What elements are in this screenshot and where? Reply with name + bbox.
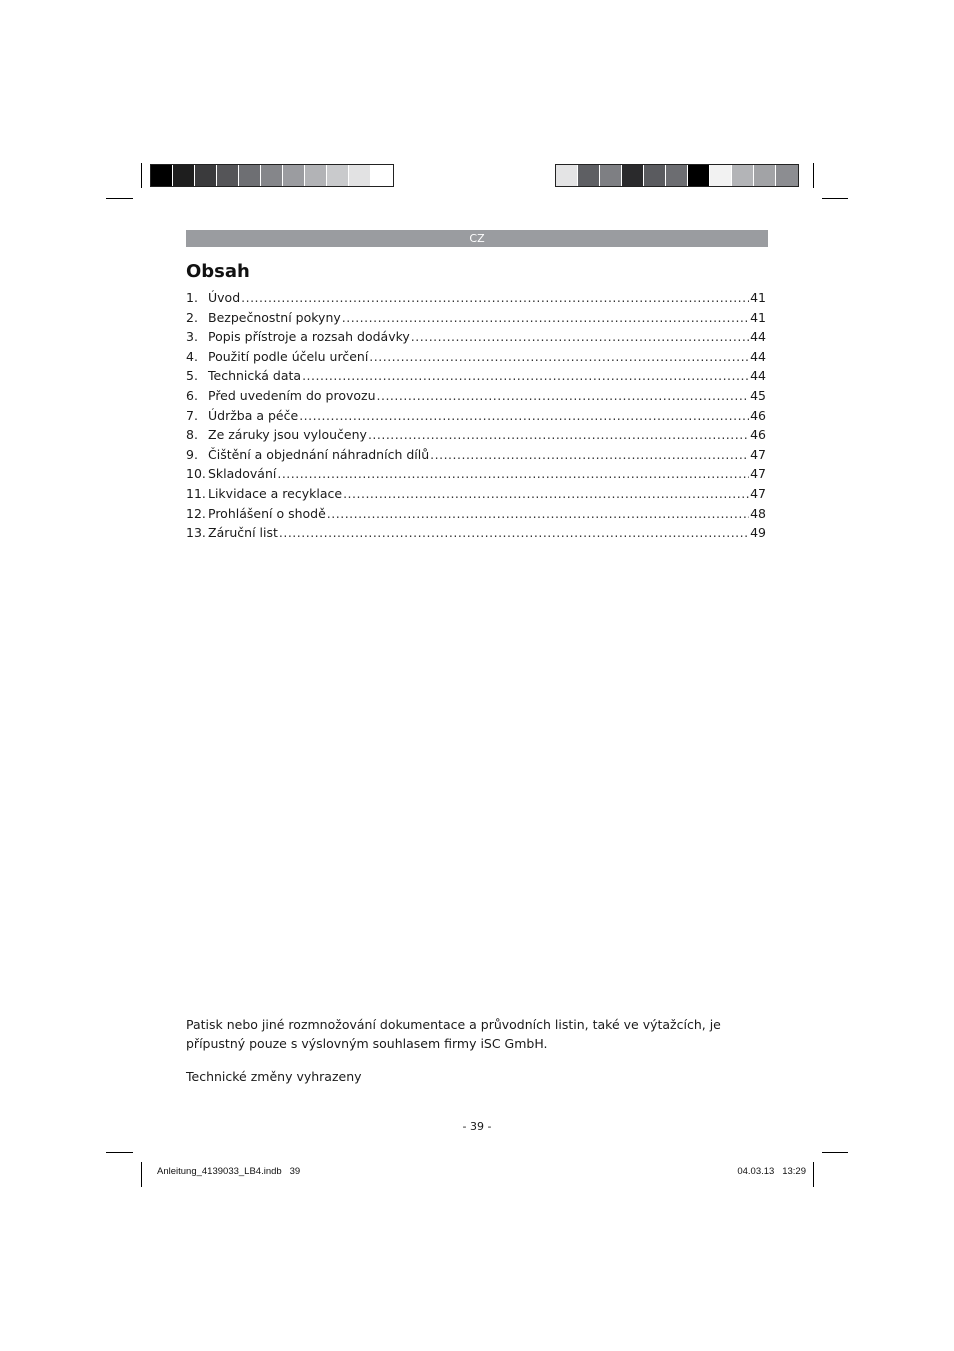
color-swatch bbox=[239, 165, 261, 186]
toc-leader-dots bbox=[299, 406, 749, 426]
toc-entry-title: Bezpečnostní pokyny bbox=[208, 309, 341, 325]
color-swatch bbox=[556, 165, 578, 186]
color-swatch bbox=[644, 165, 666, 186]
crop-mark-top-right-v bbox=[813, 163, 814, 188]
crop-mark-top-right-h bbox=[822, 198, 848, 199]
toc-entry-page: 49 bbox=[750, 525, 766, 541]
color-swatch bbox=[217, 165, 239, 186]
page-number: - 39 - bbox=[462, 1120, 492, 1133]
toc-leader-dots bbox=[411, 327, 749, 347]
color-swatch bbox=[283, 165, 305, 186]
toc-entry bbox=[186, 504, 766, 524]
color-swatch bbox=[754, 165, 776, 186]
color-swatch bbox=[666, 165, 688, 186]
color-swatch bbox=[776, 165, 798, 186]
toc-entry-page: 47 bbox=[750, 446, 766, 462]
toc-entry-number: 9. bbox=[186, 446, 198, 462]
toc-entry-page: 48 bbox=[750, 505, 766, 521]
language-bar bbox=[186, 230, 768, 247]
toc-entry-title: Záruční list bbox=[208, 525, 278, 541]
color-swatch bbox=[151, 165, 173, 186]
toc-entry-page: 44 bbox=[750, 368, 766, 384]
toc-leader-dots bbox=[369, 347, 749, 367]
color-swatch bbox=[349, 165, 371, 186]
copyright-notice: Patisk nebo jiné rozmnožování dokumentace a průvodních listin, také ve výtažcích, je přípustný pouze s výslovným souhlasem firmy iSC GmbH. bbox=[186, 1017, 721, 1051]
toc-leader-dots bbox=[343, 484, 749, 504]
toc-entry bbox=[186, 445, 766, 465]
toc-entry-title: Prohlášení o shodě bbox=[208, 505, 326, 521]
color-swatch bbox=[305, 165, 327, 186]
crop-mark-bottom-left-v bbox=[141, 1162, 142, 1187]
color-swatch bbox=[622, 165, 644, 186]
toc-entry-number: 1. bbox=[186, 290, 198, 305]
color-calibration-bar-left bbox=[150, 164, 394, 187]
crop-mark-top-left-v bbox=[141, 163, 142, 188]
toc-entry-title: Ze záruky jsou vyloučeny bbox=[208, 427, 367, 443]
toc-entry bbox=[186, 288, 766, 308]
color-swatch bbox=[173, 165, 195, 186]
toc-entry bbox=[186, 366, 766, 386]
toc-entry-number: 11. bbox=[186, 485, 206, 501]
toc-entry-number: 6. bbox=[186, 387, 198, 403]
toc-entry bbox=[186, 308, 766, 328]
toc-entry bbox=[186, 386, 766, 406]
toc-entry-number: 10. bbox=[186, 466, 206, 482]
toc-entry-title: Použití podle účelu určení bbox=[208, 348, 369, 364]
toc-leader-dots bbox=[368, 425, 749, 445]
toc-leader-dots bbox=[377, 386, 750, 406]
toc-entry-number: 13. bbox=[186, 525, 206, 541]
toc-entry-title: Skladování bbox=[208, 466, 277, 482]
toc-entry bbox=[186, 347, 766, 367]
color-swatch bbox=[710, 165, 732, 186]
color-swatch bbox=[732, 165, 754, 186]
toc-entry-page: 47 bbox=[750, 466, 766, 482]
color-swatch bbox=[327, 165, 349, 186]
toc-leader-dots bbox=[327, 504, 749, 524]
toc-entry-number: 4. bbox=[186, 348, 198, 364]
color-calibration-bar-right bbox=[555, 164, 799, 187]
toc-entry-page: 41 bbox=[750, 290, 766, 305]
page-title: Obsah bbox=[186, 261, 250, 282]
color-swatch bbox=[688, 165, 710, 186]
toc-entry-page: 44 bbox=[750, 348, 766, 364]
language-code: CZ bbox=[469, 232, 485, 245]
toc-entry bbox=[186, 484, 766, 504]
toc-entry-title: Likvidace a recyklace bbox=[208, 485, 343, 501]
toc-entry bbox=[186, 464, 766, 484]
toc-entry bbox=[186, 523, 766, 543]
toc-entry-number: 12. bbox=[186, 505, 206, 521]
toc-entry-page: 44 bbox=[750, 329, 766, 345]
toc-entry bbox=[186, 425, 766, 445]
toc-entry-number: 5. bbox=[186, 368, 198, 384]
toc-leader-dots bbox=[277, 464, 749, 484]
toc-entry-number: 7. bbox=[186, 407, 198, 423]
toc-leader-dots bbox=[279, 523, 749, 543]
toc-entry-title: Údržba a péče bbox=[208, 407, 299, 423]
color-swatch bbox=[371, 165, 393, 186]
toc-entry bbox=[186, 327, 766, 347]
toc-entry-page: 46 bbox=[750, 407, 766, 423]
toc-entry-page: 41 bbox=[750, 309, 766, 325]
color-swatch bbox=[578, 165, 600, 186]
crop-mark-top-left-h bbox=[106, 198, 133, 199]
color-swatch bbox=[261, 165, 283, 186]
toc-entry-title: Popis přístroje a rozsah dodávky bbox=[208, 329, 410, 345]
toc-entry-page: 47 bbox=[750, 485, 766, 501]
toc-leader-dots bbox=[342, 308, 749, 328]
toc-entry-title: Technická data bbox=[208, 368, 302, 384]
toc-entry-page: 46 bbox=[750, 427, 766, 443]
color-swatch bbox=[195, 165, 217, 186]
toc-entry-number: 3. bbox=[186, 329, 198, 345]
toc-entry-number: 2. bbox=[186, 309, 198, 325]
crop-mark-bottom-right-h bbox=[822, 1152, 848, 1153]
toc-leader-dots bbox=[241, 288, 749, 308]
crop-mark-bottom-right-v bbox=[813, 1162, 814, 1187]
toc-entry-title: Úvod bbox=[208, 290, 241, 305]
toc-entry bbox=[186, 406, 766, 426]
toc-entry-title: Čištění a objednání náhradních dílů bbox=[208, 446, 430, 462]
crop-mark-bottom-left-h bbox=[106, 1152, 133, 1153]
color-swatch bbox=[600, 165, 622, 186]
toc-entry-title: Před uvedením do provozu bbox=[208, 387, 376, 403]
toc-entry-number: 8. bbox=[186, 427, 198, 443]
date-slug: 04.03.13 13:29 bbox=[737, 1166, 806, 1177]
table-of-contents bbox=[186, 288, 766, 543]
file-slug: Anleitung_4139033_LB4.indb 39 bbox=[157, 1166, 301, 1177]
technical-changes-note: Technické změny vyhrazeny bbox=[186, 1069, 362, 1084]
toc-leader-dots bbox=[430, 445, 749, 465]
toc-entry-page: 45 bbox=[750, 387, 766, 403]
toc-leader-dots bbox=[302, 366, 749, 386]
